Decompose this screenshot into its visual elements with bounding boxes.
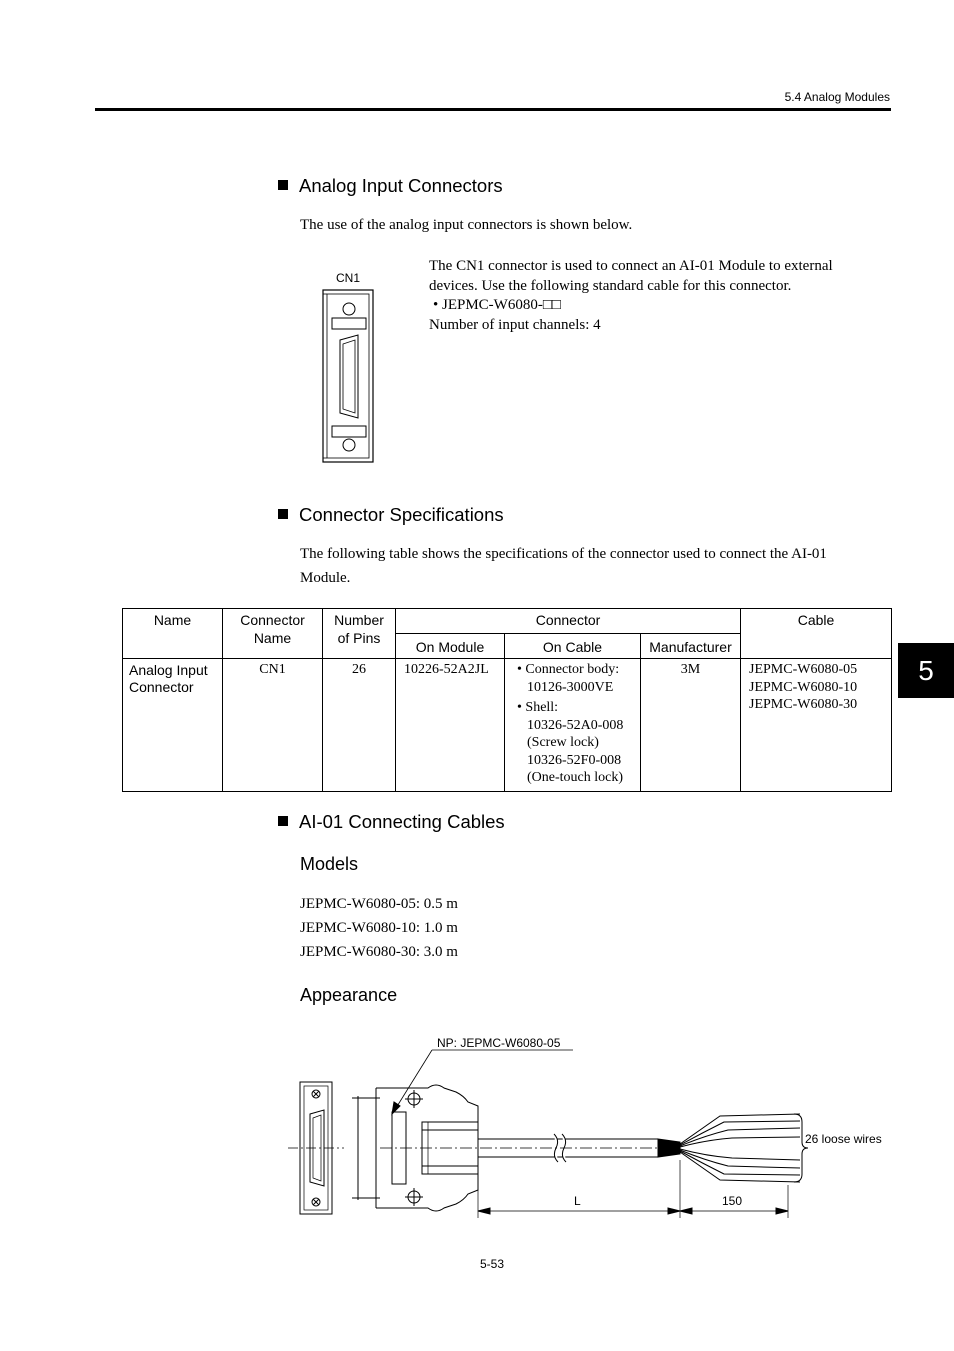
cn1-label: CN1: [336, 271, 361, 285]
running-header: 5.4 Analog Modules: [784, 90, 890, 104]
list-item: JEPMC-W6080-05: 0.5 m: [300, 896, 458, 912]
appearance-heading: Appearance: [300, 985, 398, 1005]
cell-cables: JEPMC-W6080-05 JEPMC-W6080-10 JEPMC-W6080-30: [741, 659, 892, 792]
cell-manufacturer: 3M: [641, 659, 741, 792]
header-manufacturer: Manufacturer: [641, 634, 741, 659]
connector-spec-table: [122, 608, 892, 792]
table-row: [123, 659, 892, 792]
bullet-square-icon: [278, 180, 288, 190]
cell-on-module: 10226-52A2JL: [396, 659, 505, 792]
section1-intro: The use of the analog input connectors is shown below.: [300, 217, 633, 233]
section-heading-connector-specs: Connector Specifications: [278, 504, 504, 526]
cell-connector-name: CN1: [223, 659, 323, 792]
cell-pins: 26: [323, 659, 396, 792]
loose-wires-label: 26 loose wires: [805, 1132, 882, 1146]
header-on-cable: On Cable: [505, 634, 641, 659]
page-number: 5-53: [480, 1257, 505, 1271]
wire-length-label: 150: [722, 1194, 743, 1208]
nameplate-label: NP: JEPMC-W6080-05: [437, 1036, 561, 1050]
header-name: Name: [123, 609, 223, 659]
header-cable: Cable: [741, 609, 892, 659]
models-list: [300, 892, 458, 964]
cell-on-cable: • Connector body: 10126-3000VE • Shell: 10326-52A0-008 (Screw lock) 10326-52F0-008 (One-touch lock): [505, 659, 641, 792]
cable-appearance-diagram: [280, 1030, 900, 1230]
length-label: L: [574, 1194, 581, 1208]
bullet-square-icon: [278, 816, 288, 826]
section2-intro: The following table shows the specifications of the connector used to connect the AI-01 Module.: [300, 546, 827, 586]
list-item: JEPMC-W6080-30: 3.0 m: [300, 944, 458, 960]
header-on-module: On Module: [396, 634, 505, 659]
section-heading-analog-input: Analog Input Connectors: [278, 175, 503, 197]
cn1-connector-diagram: [315, 285, 385, 470]
header-connector: Connector: [396, 609, 741, 634]
header-number-of-pins: Number of Pins: [323, 609, 396, 659]
models-heading: Models: [300, 854, 359, 874]
bullet-square-icon: [278, 509, 288, 519]
header-rule: [95, 108, 891, 111]
header-connector-name: Connector Name: [223, 609, 323, 659]
cn1-description: The CN1 connector is used to connect an AI-01 Module to external devices. Use the following standard cable for this connector. • JEPMC-W6080-□□ Number of input channels: 4: [429, 258, 833, 333]
section-heading-connecting-cables: AI-01 Connecting Cables: [278, 811, 505, 833]
list-item: JEPMC-W6080-10: 1.0 m: [300, 920, 458, 936]
cell-name: Analog Input Connector: [123, 659, 223, 792]
chapter-tab: 5: [898, 643, 954, 698]
